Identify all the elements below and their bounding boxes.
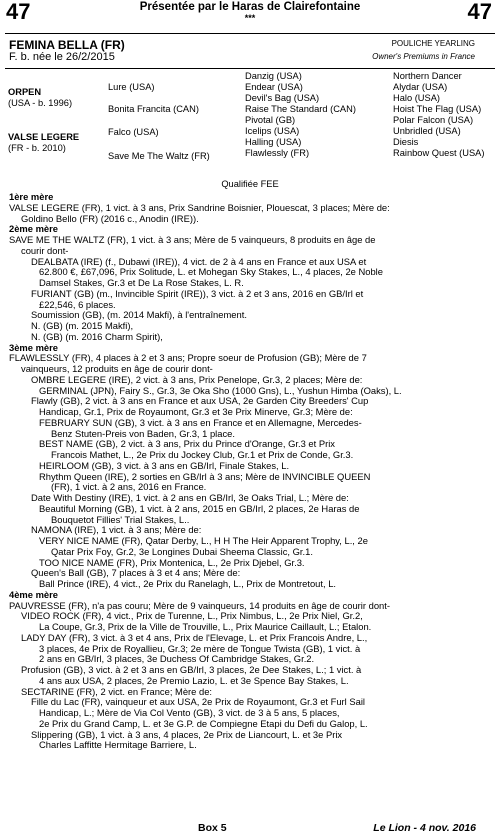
family-line: Benz Stuten-Preis von Baden, Gr.3, 1 place. (51, 427, 235, 439)
dam-section-heading: 1ère mère (9, 191, 54, 202)
family-line: Beautiful Morning (GB), 1 vict. à 2 ans, 2015 en GB/Irl, 2 places, 2e Haras de (39, 502, 360, 514)
horse-identity (5, 36, 495, 66)
family-line: Qatar Prix Foy, Gr.2, 3e Longines Dubai Sheema Classic, Gr.1. (51, 545, 313, 557)
horse-sex: POULICHE YEARLING (391, 39, 475, 48)
family-line: Rhythm Queen (IRE), 2 sorties en GB/Irl à 3 ans; Mère de INVINCIBLE QUEEN (39, 470, 371, 482)
family-line: Ball Prince (IRE), 4 vict., 2e Prix du Ranelagh, L., Prix de Montretout, L. (39, 578, 337, 589)
g2-3: Save Me The Waltz (FR) (108, 151, 210, 161)
family-line: Slippering (GB), 1 vict. à 3 ans, 4 places, 2e Prix de Liancourt, L. et 3e Prix (31, 728, 343, 740)
family-line: Bouquetot Fillies' Trial Stakes, L.. (51, 513, 190, 525)
g2-2: Falco (USA) (108, 127, 159, 137)
family-line: Soumission (GB), (m. 2014 Makfi), à l'entraînement. (31, 309, 247, 321)
stars-divider: *** (244, 13, 256, 23)
g4-7: Rainbow Quest (USA) (393, 148, 485, 158)
family-line: SAVE ME THE WALTZ (FR), 1 vict. à 3 ans; Mère de 5 vainqueurs, 8 produits en âge de (9, 234, 376, 245)
g3-6: Halling (USA) (245, 137, 302, 147)
family-line: courir dont- (21, 244, 69, 256)
family-line: TOO NICE NAME (FR), Prix Montenica, L., 2e Prix Djebel, Gr.3. (39, 556, 305, 568)
family-line: Flawly (GB), 2 vict. à 3 ans en France et aux USA, 2e Garden City Breeders' Cup (31, 395, 369, 407)
g3-0: Danzig (USA) (245, 71, 302, 81)
dam-section-heading: 2ème mère (9, 223, 58, 235)
g3-5: Icelips (USA) (245, 126, 300, 136)
lot-number-left: 47 (6, 0, 31, 24)
family-line: Goldino Bello (FR) (2016 c., Anodin (IRE)). (21, 212, 199, 224)
family-line: DEALBATA (IRE) (f., Dubawi (IRE)), 4 vict. de 2 à 4 ans en France et aux USA et (31, 255, 367, 267)
g3-2: Devil's Bag (USA) (245, 93, 320, 103)
family-line: Francois Mathet, L., 2e Prix du Jockey Club, Gr.1 et Prix de Conde, Gr.3. (51, 449, 354, 460)
family-line: VERY NICE NAME (FR), Qatar Derby, L., H H The Heir Apparent Trophy, L., 2e (39, 535, 368, 546)
family-line: La Coupe, Gr.3, Prix de la Ville de Trouville, L., Prix Maurice Caillault, L.; Etalon. (39, 621, 372, 632)
family-line: FEBRUARY SUN (GB), 3 vict. à 3 ans en France et en Allemagne, Mercedes- (39, 416, 362, 428)
family-notes (9, 192, 495, 751)
header-rule (5, 33, 495, 34)
page-header (0, 0, 500, 28)
g4-1: Alydar (USA) (393, 82, 448, 92)
pedigree-rule (5, 68, 495, 69)
g3-1: Endear (USA) (245, 82, 303, 92)
family-line: PAUVRESSE (FR), n'a pas couru; Mère de 9 vainqueurs, 14 produits en âge de courir dont- (9, 599, 390, 611)
family-line: GERMINAL (JPN), Fairy S., Gr.3, 3e Oka Sho (1000 Gns), L., Yushun Himba (Oaks), L. (39, 384, 402, 396)
horse-name: FEMINA BELLA (FR) (9, 38, 125, 52)
family-line: LADY DAY (FR), 3 vict. à 3 et 4 ans, Prix de l'Elevage, L. et Prix Francois Andre, L., (21, 631, 368, 643)
g4-5: Unbridled (USA) (393, 126, 461, 136)
g4-2: Halo (USA) (393, 93, 441, 103)
dam-section-heading: 4ème mère (9, 588, 58, 600)
family-line: Queen's Ball (GB), 7 places à 3 et 4 ans; Mère de: (31, 567, 241, 579)
family-line: Profusion (GB), 3 vict. à 2 et 3 ans en GB/Irl, 3 places, 2e Dee Stakes, L.; 1 vict. à (21, 664, 362, 675)
family-line: VALSE LEGERE (FR), 1 vict. à 3 ans, Prix Sandrine Boisnier, Plouescat, 3 places; Mère de: (9, 201, 390, 213)
family-line: Handicap, L.; Mère de Via Col Vento (GB), 3 vict. de 3 à 5 ans, 5 places, (39, 707, 340, 718)
family-line: FLAWLESSLY (FR), 4 places à 2 et 3 ans; Propre soeur de Profusion (GB); Mère de 7 (9, 352, 367, 364)
family-line: Date With Destiny (IRE), 1 vict. à 2 ans en GB/Irl, 3e Oaks Trial, L.; Mère de: (31, 492, 349, 503)
family-line: N. (GB) (m. 2016 Charm Spirit), (31, 330, 163, 342)
g3-4: Pivotal (GB) (245, 115, 296, 125)
sire-name: ORPEN (8, 87, 42, 97)
family-line: Charles Laffitte Hermitage Barriere, L. (39, 739, 197, 751)
sire-info: (USA - b. 1996) (8, 98, 73, 108)
box-number: Box 5 (198, 822, 227, 834)
g4-3: Hoist The Flag (USA) (393, 104, 482, 114)
horse-birth: F. b. née le 26/2/2015 (9, 51, 115, 63)
g3-7: Flawlessly (FR) (245, 148, 310, 158)
lot-number-right: 47 (467, 0, 492, 24)
dam-section-heading: 3ème mère (9, 341, 58, 353)
family-line: (FR), 1 vict. à 2 ans, 2016 en France. (51, 481, 207, 493)
family-line: FURIANT (GB) (m., Invincible Spirit (IRE)), 3 vict. à 2 et 3 ans, 2016 en GB/Irl et (31, 287, 364, 299)
g4-0: Northern Dancer (393, 71, 462, 81)
g2-0: Lure (USA) (108, 82, 155, 92)
family-line: SECTARINE (FR), 2 vict. en France; Mère de: (21, 685, 213, 697)
family-line: Fille du Lac (FR), vainqueur et aux USA, 2e Prix de Royaumont, Gr.3 et Furl Sail (31, 696, 365, 708)
family-line: 2 ans en GB/Irl, 3 places, 3e Duchess Of Cambridge Stakes, Gr.2. (39, 653, 315, 665)
family-line: VIDEO ROCK (FR), 4 vict., Prix de Turenne, L., Prix Nimbus, L., 2e Prix Niel, Gr.2, (21, 610, 363, 622)
pedigree-table (0, 71, 500, 171)
dam-info: (FR - b. 2010) (8, 143, 66, 153)
family-line: N. (GB) (m. 2015 Makfi), (31, 320, 134, 331)
family-line: OMBRE LEGERE (IRE), 2 vict. à 3 ans, Prix Penelope, Gr.3, 2 places; Mère de: (31, 373, 363, 385)
family-line: £22,546, 6 places. (39, 298, 116, 310)
family-line: 2e Prix du Grand Camp, L. et 3e G.P. de Compiegne Etapi du Defi du Galop, L. (39, 717, 368, 729)
family-line: HEIRLOOM (GB), 3 vict. à 3 ans en GB/Irl, Finale Stakes, L. (39, 459, 290, 471)
family-line: 3 places, 4e Prix de Royallieu, Gr.3; 2e mère de Tongue Twista (GB), 1 vict. à (39, 642, 361, 654)
g4-4: Polar Falcon (USA) (393, 115, 474, 125)
premium-note: Owner's Premiums in France (372, 52, 475, 61)
family-line: 4 ans aux USA, 2 places, 2e Premio Lazio, L. et 3e Spence Bay Stakes, L. (39, 674, 349, 686)
family-line: NAMONA (IRE), 1 vict. à 3 ans; Mère de: (31, 524, 202, 536)
page-footer (0, 822, 500, 834)
g2-1: Bonita Francita (CAN) (108, 104, 199, 114)
family-line: Damsel Stakes, Gr.3 et De La Rose Stakes, L. R. (39, 277, 244, 288)
g4-6: Diesis (393, 137, 419, 147)
family-line: BEST NAME (GB), 2 vict. à 3 ans, Prix du Prince d'Orange, Gr.3 et Prix (39, 438, 335, 450)
family-line: 62.800 €, £67,096, Prix Solitude, L. et Mohegan Sky Stakes, L., 4 places, 2e Noble (39, 266, 383, 278)
dam-name: VALSE LEGERE (8, 132, 80, 142)
family-line: Handicap, Gr.1, Prix de Royaumont, Gr.3 et 3e Prix Minerve, Gr.3; Mère de: (39, 406, 353, 417)
family-line: vainqueurs, 12 produits en âge de courir dont- (21, 363, 213, 374)
sale-event: Le Lion - 4 nov. 2016 (373, 822, 476, 834)
qualification: Qualifiée FEE (221, 179, 279, 189)
g3-3: Raise The Standard (CAN) (245, 104, 356, 114)
presented-by: Présentée par le Haras de Clairefontaine (139, 1, 361, 13)
